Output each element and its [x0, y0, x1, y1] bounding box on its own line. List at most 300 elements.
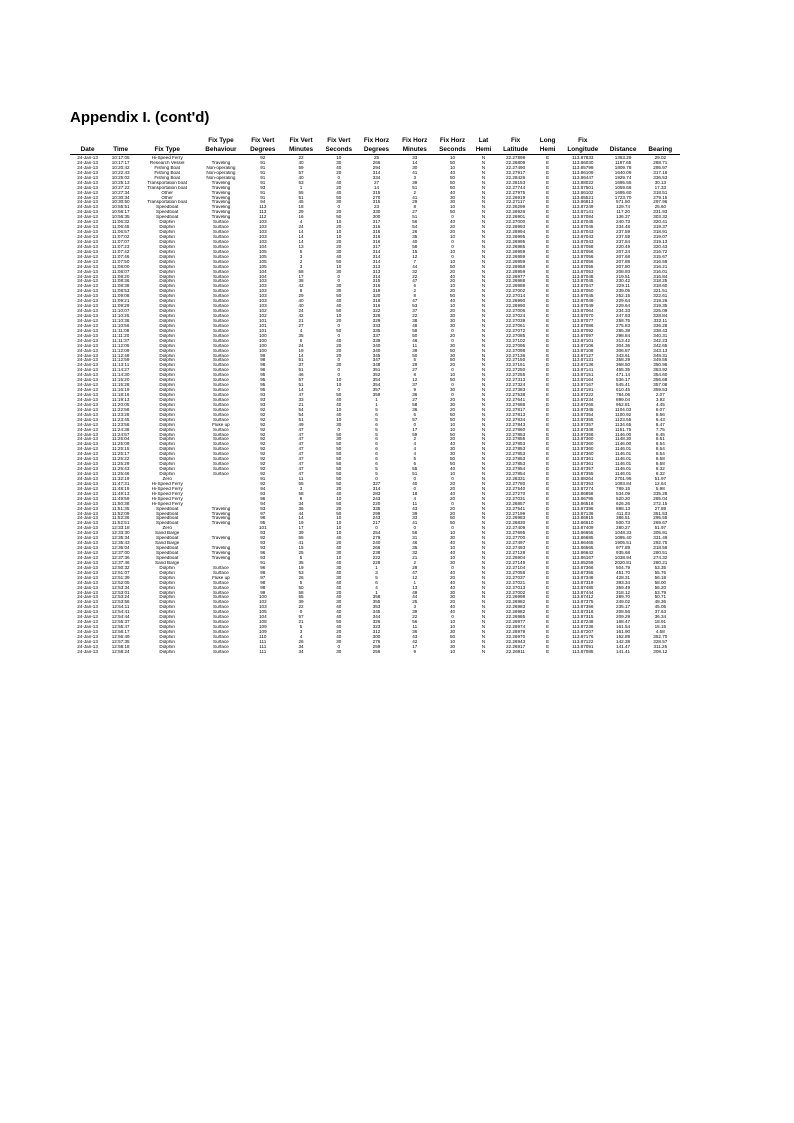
table-cell: 50 [449, 521, 456, 526]
table-cell: Dolphin [159, 338, 175, 343]
table-cell: 23 [373, 205, 380, 210]
table-cell: 1151.75 [614, 427, 632, 432]
table-cell: 103 [258, 304, 267, 309]
table-cell: 22.27540 [505, 486, 526, 491]
table-cell: 20 [336, 353, 342, 358]
table-cell: 10 [449, 259, 456, 264]
table-cell: 47 [298, 462, 304, 467]
table-cell: 545.41 [616, 383, 631, 388]
table-cell: E [546, 546, 550, 551]
table-cell: Sand Barge [155, 541, 180, 546]
table-cell: 113.87833 [572, 155, 594, 160]
table-cell: 30 [449, 644, 456, 649]
table-cell: 10 [336, 220, 342, 225]
table-cell: 12:51:39 [111, 575, 130, 580]
table-cell: E [546, 610, 550, 615]
table-cell: 40 [412, 481, 418, 486]
table-cell: N [481, 338, 486, 343]
table-cell: 113.87122 [572, 639, 594, 644]
table-cell: E [546, 230, 550, 235]
table-cell: Dolphin [159, 467, 175, 472]
table-cell: 113.87049 [572, 299, 594, 304]
table-cell: N [481, 383, 486, 388]
table-cell: 320.41 [653, 220, 668, 225]
table-cell: 11:20:05 [111, 402, 130, 407]
table-cell: 8.54 [655, 447, 665, 452]
table-cell: 30 [449, 590, 456, 595]
table-cell: Surface [213, 225, 229, 230]
table-cell: 59 [298, 165, 304, 170]
table-cell: 9 [413, 649, 417, 654]
table-cell: E [546, 501, 550, 506]
table-cell: 30 [449, 536, 456, 541]
table-cell: Traveling [211, 210, 231, 215]
table-cell: N [481, 605, 486, 610]
table-cell: 17 [412, 427, 418, 432]
table-cell: Surface [213, 323, 229, 328]
table-cell: E [546, 600, 550, 605]
table-cell: 789.15 [616, 486, 631, 491]
table-cell: 50 [336, 259, 342, 264]
table-cell: 29.02 [654, 155, 667, 160]
table-cell: 24-Jan-13 [77, 551, 98, 555]
table-cell: 254 [372, 531, 381, 536]
table-cell: 113.87357 [572, 422, 594, 427]
table-cell: 11:18:16 [111, 393, 130, 397]
table-cell: Dolphin [159, 397, 175, 402]
table-cell: N [481, 630, 486, 634]
table-cell: 368.50 [616, 363, 631, 368]
table-cell: 136.37 [616, 215, 631, 220]
table-cell: 1146.01 [614, 467, 632, 472]
table-cell: 50 [449, 634, 456, 639]
table-cell: 103 [258, 294, 267, 299]
table-cell: 95 [260, 378, 266, 383]
table-cell: 6 [413, 462, 417, 467]
table-cell: 91 [260, 476, 266, 481]
table-cell: 30 [336, 422, 342, 427]
table-cell: 113.87353 [572, 481, 594, 486]
table-cell: 208.56 [616, 610, 631, 615]
table-cell: 316 [372, 235, 381, 239]
table-cell: Surface [213, 447, 229, 452]
table-cell: Surface [213, 580, 229, 585]
table-cell: Speedboat [156, 521, 179, 526]
table-cell: 7.75 [655, 427, 665, 432]
table-cell: 54 [412, 225, 418, 230]
table-cell: 24-Jan-13 [77, 269, 98, 274]
table-cell: 6 [299, 338, 303, 343]
table-cell: 314 [372, 170, 381, 175]
table-cell: 20 [449, 575, 456, 580]
table-cell: 2.07 [655, 393, 665, 397]
table-cell: 24-Jan-13 [77, 348, 98, 353]
table-cell: 24-Jan-13 [77, 620, 98, 625]
table-cell: Surface [213, 230, 229, 235]
table-cell: N [481, 531, 486, 536]
table-cell: 311.25 [653, 644, 668, 649]
table-cell: Dolphin [159, 225, 175, 230]
table-cell: 1905.51 [614, 541, 632, 546]
table-cell: Surface [213, 254, 229, 259]
table-cell: 22.26809 [505, 160, 526, 165]
table-cell: 1 [375, 397, 378, 402]
table-cell: 1695.55 [614, 180, 632, 185]
table-cell: E [546, 639, 550, 644]
table-cell: 3 [413, 175, 417, 180]
table-cell: 238 [372, 551, 381, 555]
table-cell: 24-Jan-13 [77, 239, 98, 244]
table-cell: 313.42 [616, 338, 631, 343]
table-cell: 8.45 [655, 432, 665, 437]
table-cell: Speedboat [156, 546, 179, 551]
table-cell: 339 [372, 338, 381, 343]
table-cell: Dolphin [159, 314, 175, 318]
table-cell: N [481, 225, 486, 230]
table-cell: 11:09:08 [111, 294, 130, 299]
table-cell: 40 [336, 595, 342, 600]
table-cell: 113.87091 [572, 644, 594, 649]
table-cell: 22.27834 [505, 417, 526, 422]
table-cell: N [481, 343, 486, 348]
table-cell: N [481, 526, 486, 531]
table-cell: 20 [336, 630, 342, 634]
table-cell: 10 [336, 417, 342, 422]
table-cell: 92 [260, 417, 266, 422]
table-cell: 10 [336, 314, 342, 318]
column-header: Distance [606, 146, 641, 155]
table-cell: 40 [298, 160, 304, 165]
table-cell: Dolphin [159, 230, 175, 235]
table-cell: 113.87360 [572, 437, 594, 442]
column-header-top: Fix Type [208, 137, 234, 144]
table-cell: 10 [449, 165, 456, 170]
table-cell: 219.51 [616, 274, 631, 279]
table-cell: N [481, 323, 486, 328]
table-cell: 22.26904 [505, 555, 526, 560]
table-cell: 22.26970 [505, 634, 526, 639]
table-cell: 5 [375, 575, 378, 580]
header-row-bottom [70, 146, 680, 155]
table-cell: Surface [213, 427, 229, 432]
table-cell: 343.13 [653, 348, 668, 353]
table-cell: 40 [449, 570, 456, 575]
table-cell: 103 [258, 220, 267, 225]
table-cell: 208.93 [616, 269, 631, 274]
table-cell: Traveling [211, 200, 231, 205]
table-cell: 92 [260, 442, 266, 447]
table-cell: 0 [451, 328, 454, 333]
table-cell: 12:57:35 [111, 639, 130, 644]
table-cell: 14 [298, 239, 304, 244]
table-cell: 30 [336, 649, 342, 654]
table-cell: 318.12 [616, 590, 631, 595]
table-cell: 266 [372, 160, 381, 165]
table-cell: 6 [413, 284, 417, 289]
table-cell: 113.87050 [572, 289, 594, 294]
table-cell: 10 [336, 516, 342, 521]
table-cell: 12 [412, 254, 418, 259]
table-cell: 234.33 [616, 309, 631, 314]
table-cell: 12:55:47 [111, 625, 130, 630]
table-cell: 22.26299 [505, 205, 526, 210]
table-cell: 113.87047 [572, 284, 594, 289]
table-cell: N [481, 625, 486, 630]
table-cell: 39 [412, 610, 418, 615]
table-cell: 24-Jan-13 [77, 472, 98, 476]
table-cell: N [481, 289, 486, 294]
table-cell: 22.27490 [505, 165, 526, 170]
table-cell: 24-Jan-13 [77, 481, 98, 486]
table-cell: 47 [298, 442, 304, 447]
table-cell: 17 [298, 274, 304, 279]
table-cell: 22.26917 [505, 644, 526, 649]
table-cell: 3 [299, 264, 303, 269]
table-cell: N [481, 279, 486, 284]
table-cell: 24-Jan-13 [77, 195, 98, 200]
table-cell: 25 [298, 551, 304, 555]
table-cell: 207.88 [616, 259, 631, 264]
table-cell: 117.20 [616, 210, 630, 215]
column-header: Bearing [641, 146, 680, 155]
table-cell: 22.26985 [505, 615, 526, 620]
table-cell: 333 [372, 323, 381, 328]
table-cell: 22.26995 [505, 235, 526, 239]
table-cell: Surface [213, 299, 229, 304]
table-cell: 209.29 [616, 615, 631, 620]
table-cell: Dolphin [159, 600, 175, 605]
table-cell: 2 [413, 437, 417, 442]
table-cell: 357.08 [653, 383, 668, 388]
table-cell: 20 [449, 397, 456, 402]
table-cell: 22.27072 [505, 328, 526, 333]
table-cell: 50 [449, 175, 456, 180]
table-cell: Surface [213, 457, 229, 462]
table-cell: 24-Jan-13 [77, 155, 98, 160]
table-cell: 24-Jan-13 [77, 467, 98, 472]
table-cell: 4 [413, 447, 417, 452]
column-header-top: Fix Horz [402, 137, 428, 144]
table-cell: 18 [412, 491, 418, 496]
table-cell: Surface [213, 383, 229, 388]
table-cell: 10 [449, 235, 456, 239]
table-cell: E [546, 457, 550, 462]
table-cell: N [481, 546, 486, 551]
table-cell: Surface [213, 289, 229, 294]
table-cell: 571.50 [616, 200, 631, 205]
table-cell: 98 [260, 585, 266, 590]
table-cell: 50 [336, 393, 342, 397]
table-cell: E [546, 318, 550, 323]
table-cell: 113.87049 [572, 304, 594, 309]
table-cell: 36 [412, 630, 418, 634]
table-cell: 12:53:34 [111, 585, 130, 590]
table-cell: Surface [213, 269, 229, 274]
table-cell: 27 [373, 180, 380, 185]
table-cell: 9 [299, 289, 303, 294]
table-cell: 56.18 [654, 575, 667, 580]
table-cell: 10 [449, 620, 456, 625]
table-cell: 113.86813 [572, 200, 594, 205]
table-cell: 24-Jan-13 [77, 393, 98, 397]
table-cell: 55 [412, 467, 418, 472]
table-cell: 0 [451, 501, 454, 506]
table-cell: 40 [336, 299, 342, 304]
table-cell: 22 [412, 615, 418, 620]
table-cell: E [546, 402, 550, 407]
table-cell: 44 [412, 264, 418, 269]
table-cell: 1723.70 [614, 195, 632, 200]
table-cell: 20 [336, 343, 342, 348]
table-cell: 40 [298, 175, 304, 180]
table-cell: 11:16:19 [111, 388, 130, 393]
table-cell: 93 [260, 491, 266, 496]
table-cell: 44 [412, 595, 418, 600]
table-cell: 48 [412, 323, 418, 328]
table-cell: 295.97 [653, 165, 668, 170]
table-cell: 11:25:46 [111, 472, 130, 476]
table-cell: 22.26959 [505, 249, 526, 254]
table-cell: 113.87248 [572, 620, 594, 625]
table-cell: Surface [213, 239, 229, 244]
table-cell: 14 [298, 388, 304, 393]
table-cell: 113.87106 [572, 343, 594, 348]
table-cell: Surface [213, 565, 229, 570]
table-cell: 103 [258, 284, 267, 289]
table-cell: N [481, 274, 486, 279]
table-cell: 319 [372, 289, 381, 294]
table-cell: 22.27853 [505, 457, 526, 462]
table-cell: 22.27024 [505, 314, 526, 318]
table-cell: 12:56:17 [111, 630, 130, 634]
table-cell: Dolphin [159, 580, 175, 585]
table-cell: 4 [299, 634, 303, 639]
table-cell: Surface [213, 220, 229, 225]
table-cell: 11:14:30 [111, 373, 130, 378]
table-cell: 14 [298, 235, 304, 239]
table-cell: E [546, 536, 550, 541]
table-cell: 20 [449, 225, 456, 230]
table-cell: 11:07:46 [111, 254, 130, 259]
table-cell: Dolphin [159, 427, 175, 432]
table-cell: 58 [298, 491, 304, 496]
table-cell: 247.93 [616, 314, 631, 318]
table-cell: 24-Jan-13 [77, 358, 98, 363]
column-header: Time [105, 146, 136, 155]
table-cell: Surface [213, 402, 229, 407]
table-cell: 11:51:35 [111, 506, 130, 511]
table-cell: 292.75 [653, 541, 668, 546]
table-cell: Dolphin [159, 393, 175, 397]
table-cell: 9 [413, 388, 417, 393]
table-cell: 24-Jan-13 [77, 541, 98, 546]
table-cell: 272.15 [653, 501, 668, 506]
table-cell: Surface [213, 259, 229, 264]
table-cell: 111 [259, 644, 267, 649]
table-cell: 30 [449, 195, 456, 200]
table-cell: 1929.74 [614, 175, 632, 180]
table-cell: 22.27128 [505, 551, 526, 555]
table-cell: 10:55:51 [111, 205, 130, 210]
table-cell: 319.37 [653, 225, 668, 230]
table-cell: 10 [336, 555, 342, 560]
table-cell: 39 [298, 531, 304, 536]
table-cell: N [481, 610, 486, 615]
table-cell: 10 [449, 422, 456, 427]
table-cell: 3.92 [655, 397, 665, 402]
table-cell: 96 [260, 570, 266, 575]
table-cell: 103 [258, 225, 267, 230]
table-cell: Transportation boat [147, 180, 187, 185]
table-cell: Traveling [211, 506, 231, 511]
table-cell: 358 [372, 595, 381, 600]
table-cell: 51 [298, 358, 304, 363]
table-cell: Speedboat [156, 536, 179, 541]
table-cell: E [546, 274, 550, 279]
table-cell: N [481, 358, 486, 363]
table-cell: 55 [298, 481, 304, 486]
table-cell: 24-Jan-13 [77, 521, 98, 526]
table-cell: Surface [213, 585, 229, 590]
table-cell: 18.91 [654, 620, 667, 625]
table-cell: Dolphin [159, 452, 175, 457]
table-cell: Surface [213, 264, 229, 269]
table-cell: 0 [375, 526, 378, 531]
column-header-top: Fix Vert [327, 137, 351, 144]
table-cell: 295.55 [653, 516, 668, 521]
table-cell: 58.00 [654, 580, 667, 585]
table-cell: 113.87136 [572, 363, 594, 368]
table-cell: 50 [336, 476, 342, 481]
table-cell: 355 [372, 600, 381, 605]
table-cell: 207.80 [616, 264, 631, 269]
table-cell: 0 [337, 368, 341, 373]
table-cell: 24-Jan-13 [77, 506, 98, 511]
table-cell: 0 [337, 333, 341, 338]
table-cell: Surface [213, 467, 229, 472]
table-cell: 40 [449, 551, 456, 555]
table-cell: N [481, 407, 486, 412]
table-cell: Traveling [211, 536, 231, 541]
table-cell: 50 [336, 457, 342, 462]
table-cell: 15 [412, 249, 418, 254]
table-cell: 30 [449, 323, 456, 328]
table-cell: 24-Jan-13 [77, 318, 98, 323]
table-cell: 5 [299, 555, 303, 560]
table-cell: 100 [258, 348, 267, 353]
table-cell: Speedboat [156, 215, 179, 220]
table-cell: 50 [449, 160, 456, 165]
table-cell: 91 [260, 170, 266, 175]
table-cell: 40 [336, 397, 342, 402]
table-cell: 95 [260, 373, 266, 378]
table-cell: 24-Jan-13 [77, 412, 98, 417]
table-cell: 22.27270 [505, 491, 526, 496]
table-cell: 500.73 [616, 521, 631, 526]
table-cell: E [546, 496, 550, 501]
table-cell: 113.87141 [572, 210, 594, 215]
table-cell: 50 [449, 358, 456, 363]
table-cell: Dolphin [159, 442, 175, 447]
table-cell: 329 [372, 318, 381, 323]
table-cell: 11:07:02 [111, 235, 130, 239]
table-cell: N [481, 393, 486, 397]
table-cell: Zero [162, 526, 172, 531]
table-cell: 91 [260, 190, 266, 195]
table-cell: 4 [413, 452, 417, 457]
table-cell: 141.41 [616, 649, 631, 654]
table-cell: 10:56:35 [111, 215, 130, 220]
